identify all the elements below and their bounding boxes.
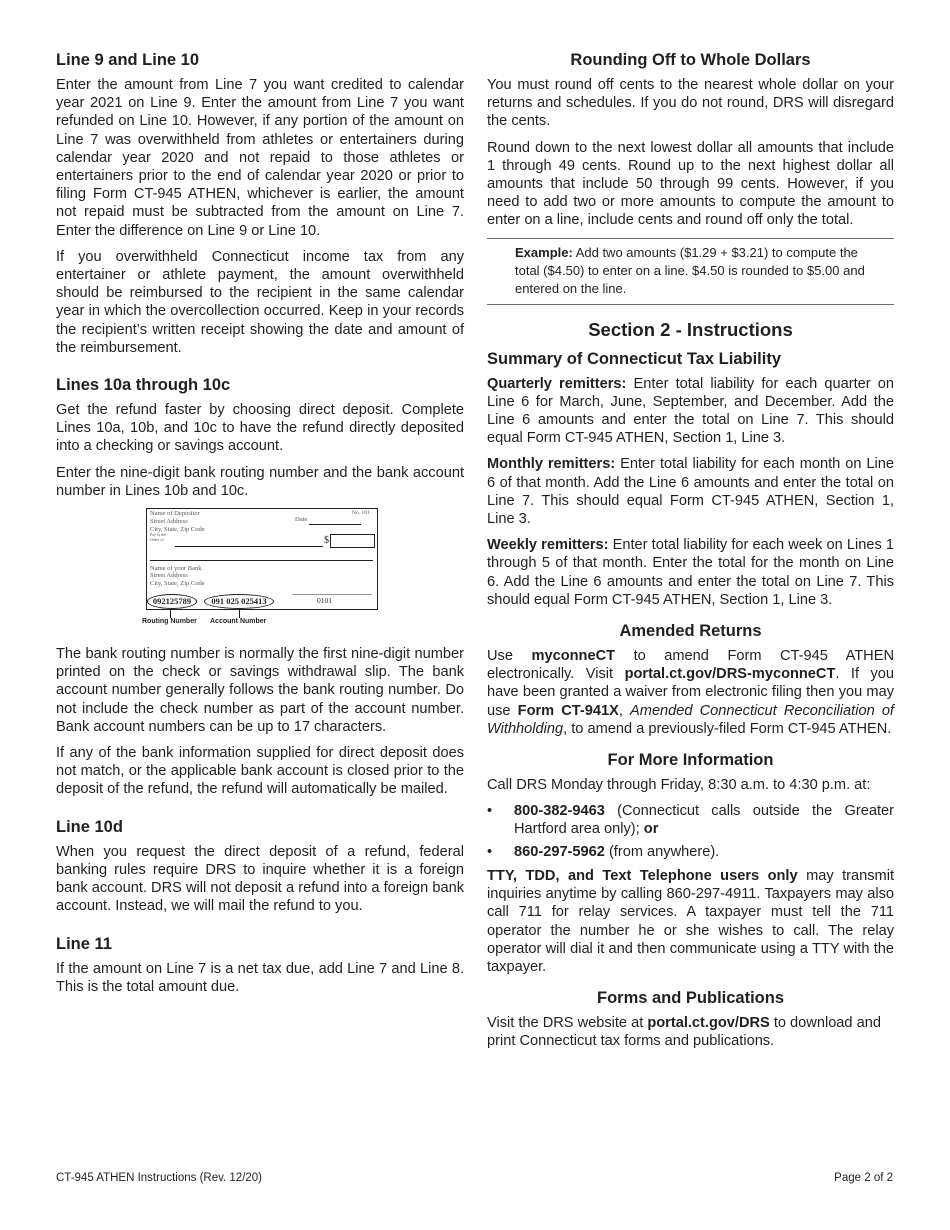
line9-10-para1: Enter the amount from Line 7 you want credited to calendar year 2021 on Line 9. Enter the amount from Line 7 you want refunded on Line 10. However, if any portion of the amount on Line 7 was overwithheld from athletes or entertainers during calendar year 2020 and not repaid to those athletes or entertainers prior to the end of calendar year 2020 or prior to filing Form CT-945 ATHEN, whichever is earlier, the amount not repaid must be subtracted from the amount on Line 7. Enter the difference on Line 9 or Line 10. [56, 77, 464, 239]
check-number: 0101 [317, 596, 332, 606]
forms-text: to download and print Connecticut tax forms and publications. [487, 1015, 881, 1050]
order-of-label: Order of [150, 537, 164, 543]
depositor-city: City, State, Zip Code [150, 526, 205, 534]
rounding-para1: You must round off cents to the nearest whole dollar on your returns and schedules. If you do not round, DRS will disregard the cents. [487, 77, 894, 130]
quarterly-remitters-para [487, 375, 894, 448]
line10d-para: When you request the direct deposit of a refund, federal banking rules require DRS to inquire whether it is a foreign bank account. DRS will not deposit a refund into a foreign bank account. Instead, we will mail the refund to you. [56, 843, 464, 915]
tty-para [487, 867, 894, 976]
weekly-remitters-para [487, 536, 894, 609]
monthly-remitters-para [487, 455, 894, 528]
account-number-label: Account Number [210, 618, 267, 626]
line11-heading: Line 11 [56, 934, 112, 953]
bank-city: City, State, Zip Code [150, 580, 205, 588]
phone-number: 860-297-5962 [514, 843, 605, 860]
monthly-label: Monthly remitters: [487, 456, 616, 473]
rounding-para2: Round down to the next lowest dollar all amounts that include 1 through 49 cents. Round up to the next highest dollar all amounts that include 50 through 99 cents. However, if you need to add two or more amounts to compute the amount to enter on a line, include cents and round off only the total. [487, 139, 894, 229]
rounding-heading: Rounding Off to Whole Dollars [570, 51, 811, 69]
example-text: Add two amounts ($1.29 + $3.21) to compute the total ($4.50) to enter on a line. $4.50 is rounded to $5.00 and entered on the line. [515, 244, 865, 296]
more-info-intro: Call DRS Monday through Friday, 8:30 a.m. to 4:30 p.m. at: [487, 777, 871, 794]
phone-note: (from anywhere). [604, 843, 720, 860]
bank-name: Name of your Bank [150, 565, 202, 573]
form-title-italic: Amended Connecticut Reconciliation of Withholding [487, 702, 894, 737]
phone-list-item [487, 843, 894, 861]
routing-arrow-icon [170, 609, 171, 618]
quarterly-label: Quarterly remitters: [487, 375, 627, 392]
myconnect-link[interactable]: myconneCT [531, 648, 616, 665]
weekly-label: Weekly remitters: [487, 537, 609, 554]
monthly-text: Enter total liability for each month on Line 6 of that month. Add the Line 6 amounts and enter the total on Line 7. This should equal Form CT-945 ATHEN, Section 1, Line 3. [487, 456, 894, 528]
forms-para [487, 1014, 894, 1050]
bank-para2: If any of the bank information supplied for direct deposit does not match, or the applicable bank account is closed prior to the deposit of the refund, the refund will automatically be mailed. [56, 745, 464, 798]
routing-number-label: Routing Number [142, 618, 197, 626]
tty-text: may transmit inquiries anytime by calling 860-297-4911. Taxpayers may also call 711 for relay services. A taxpayer must tell the 711 operator the number he or she wishes to call. The relay operator will dial it and then communicate using a TTY with the taxpayer. [487, 867, 895, 975]
amended-text: , [618, 702, 631, 719]
bullet-icon: • [487, 803, 493, 820]
amended-text: , to amend a previously-filed Form CT-945 ATHEN. [563, 720, 892, 737]
date-label: Date [295, 516, 308, 524]
myconnect-url-link[interactable]: portal.ct.gov/DRS-myconneCT [624, 666, 836, 683]
left-column [56, 50, 464, 1004]
phone-note: (Connecticut calls outside the Greater Hartford area only); [514, 803, 894, 838]
routing-number: 092125789 [147, 594, 197, 609]
amended-text: Use [487, 648, 532, 665]
line10d-heading: Line 10d [56, 817, 123, 836]
summary-heading: Summary of Connecticut Tax Liability [487, 349, 781, 368]
line9-10-heading: Line 9 and Line 10 [56, 51, 200, 69]
depositor-name: Name of Depositor [150, 510, 200, 518]
amended-text: . If you have been granted a waiver from electronic filing then you may use [487, 666, 894, 719]
line11-para: If the amount on Line 7 is a net tax due, add Line 7 and Line 8. This is the total amount due. [56, 960, 464, 995]
forms-heading: Forms and Publications [596, 989, 785, 1008]
footer-form-rev: CT-945 ATHEN Instructions (Rev. 12/20) [56, 1172, 263, 1184]
quarterly-text: Enter total liability for each quarter on Line 6 for March, June, September, and December. Add the Line 6 amounts and enter the total on Line 7. This should equal Form CT-945 ATHEN, Section 1, Line 3. [487, 375, 895, 447]
amended-para [487, 647, 894, 738]
lines10a-10c-para2: Enter the nine-digit bank routing number and the bank account number in Lines 10b and 10c. [56, 464, 464, 499]
dollar-sign: $ [324, 535, 329, 547]
bank-street: Street Address [150, 572, 188, 580]
amended-heading: Amended Returns [619, 622, 762, 641]
pay-to-label: Pay to the [150, 532, 166, 538]
phone-number: 800-382-9463 [514, 803, 605, 820]
drs-website-link[interactable]: portal.ct.gov/DRS [647, 1015, 770, 1032]
forms-text: Visit the DRS website at [487, 1015, 648, 1032]
phone-list-item [487, 802, 894, 838]
bullet-icon: • [487, 843, 493, 860]
amended-text: to amend Form CT-945 ATHEN electronically. Visit [487, 648, 894, 683]
tty-label: TTY, TDD, and Text Telephone users only [487, 867, 798, 884]
amount-box [330, 534, 375, 548]
section2-title: Section 2 - Instructions [588, 318, 793, 340]
lines10a-10c-heading: Lines 10a through 10c [56, 376, 231, 395]
depositor-street: Street Address [150, 518, 188, 526]
check-no: No. 101 [352, 510, 370, 517]
right-column [487, 50, 894, 1059]
form-ct941x-ref: Form CT-941X [517, 702, 619, 719]
more-info-heading: For More Information [607, 751, 774, 770]
sample-check-illustration [142, 508, 386, 633]
bank-para1: The bank routing number is normally the first nine-digit number printed on the check or savings withdrawal slip. The bank account number generally follows the bank routing number. Do not include the check number as part of the account number. Bank account numbers can be up to 17 characters. [56, 646, 464, 735]
check-image [146, 508, 378, 610]
lines10a-10c-para1: Get the refund faster by choosing direct deposit. Complete Lines 10a, 10b, and 10c to have the refund directly deposited into a checking or savings account. [56, 402, 464, 455]
weekly-text: Enter total liability for each week on Lines 1 through 5 of that month. Enter the total for the month on Line 6. Add the Line 6 amounts and enter the total on Line 7. This should equal Form CT-945 ATHEN, Section 1, Line 3. [487, 537, 894, 608]
rounding-example [515, 244, 874, 298]
account-arrow-icon [239, 609, 240, 618]
rounding-example-box [487, 238, 894, 305]
phone-list [487, 802, 894, 861]
footer-page-number: Page 2 of 2 [834, 1172, 893, 1184]
example-label: Example: [515, 244, 573, 260]
line9-10-para2: If you overwithheld Connecticut income tax from any entertainer or athlete payment, the amount overwithheld should be reimbursed to the recipient in the same calendar year in which the overcollection occurred. Keep in your records the recipient’s written receipt showing the date and amount of the reimbursement. [56, 248, 464, 356]
account-number: 091 025 025413 [204, 594, 274, 609]
phone-or: or [643, 821, 659, 838]
